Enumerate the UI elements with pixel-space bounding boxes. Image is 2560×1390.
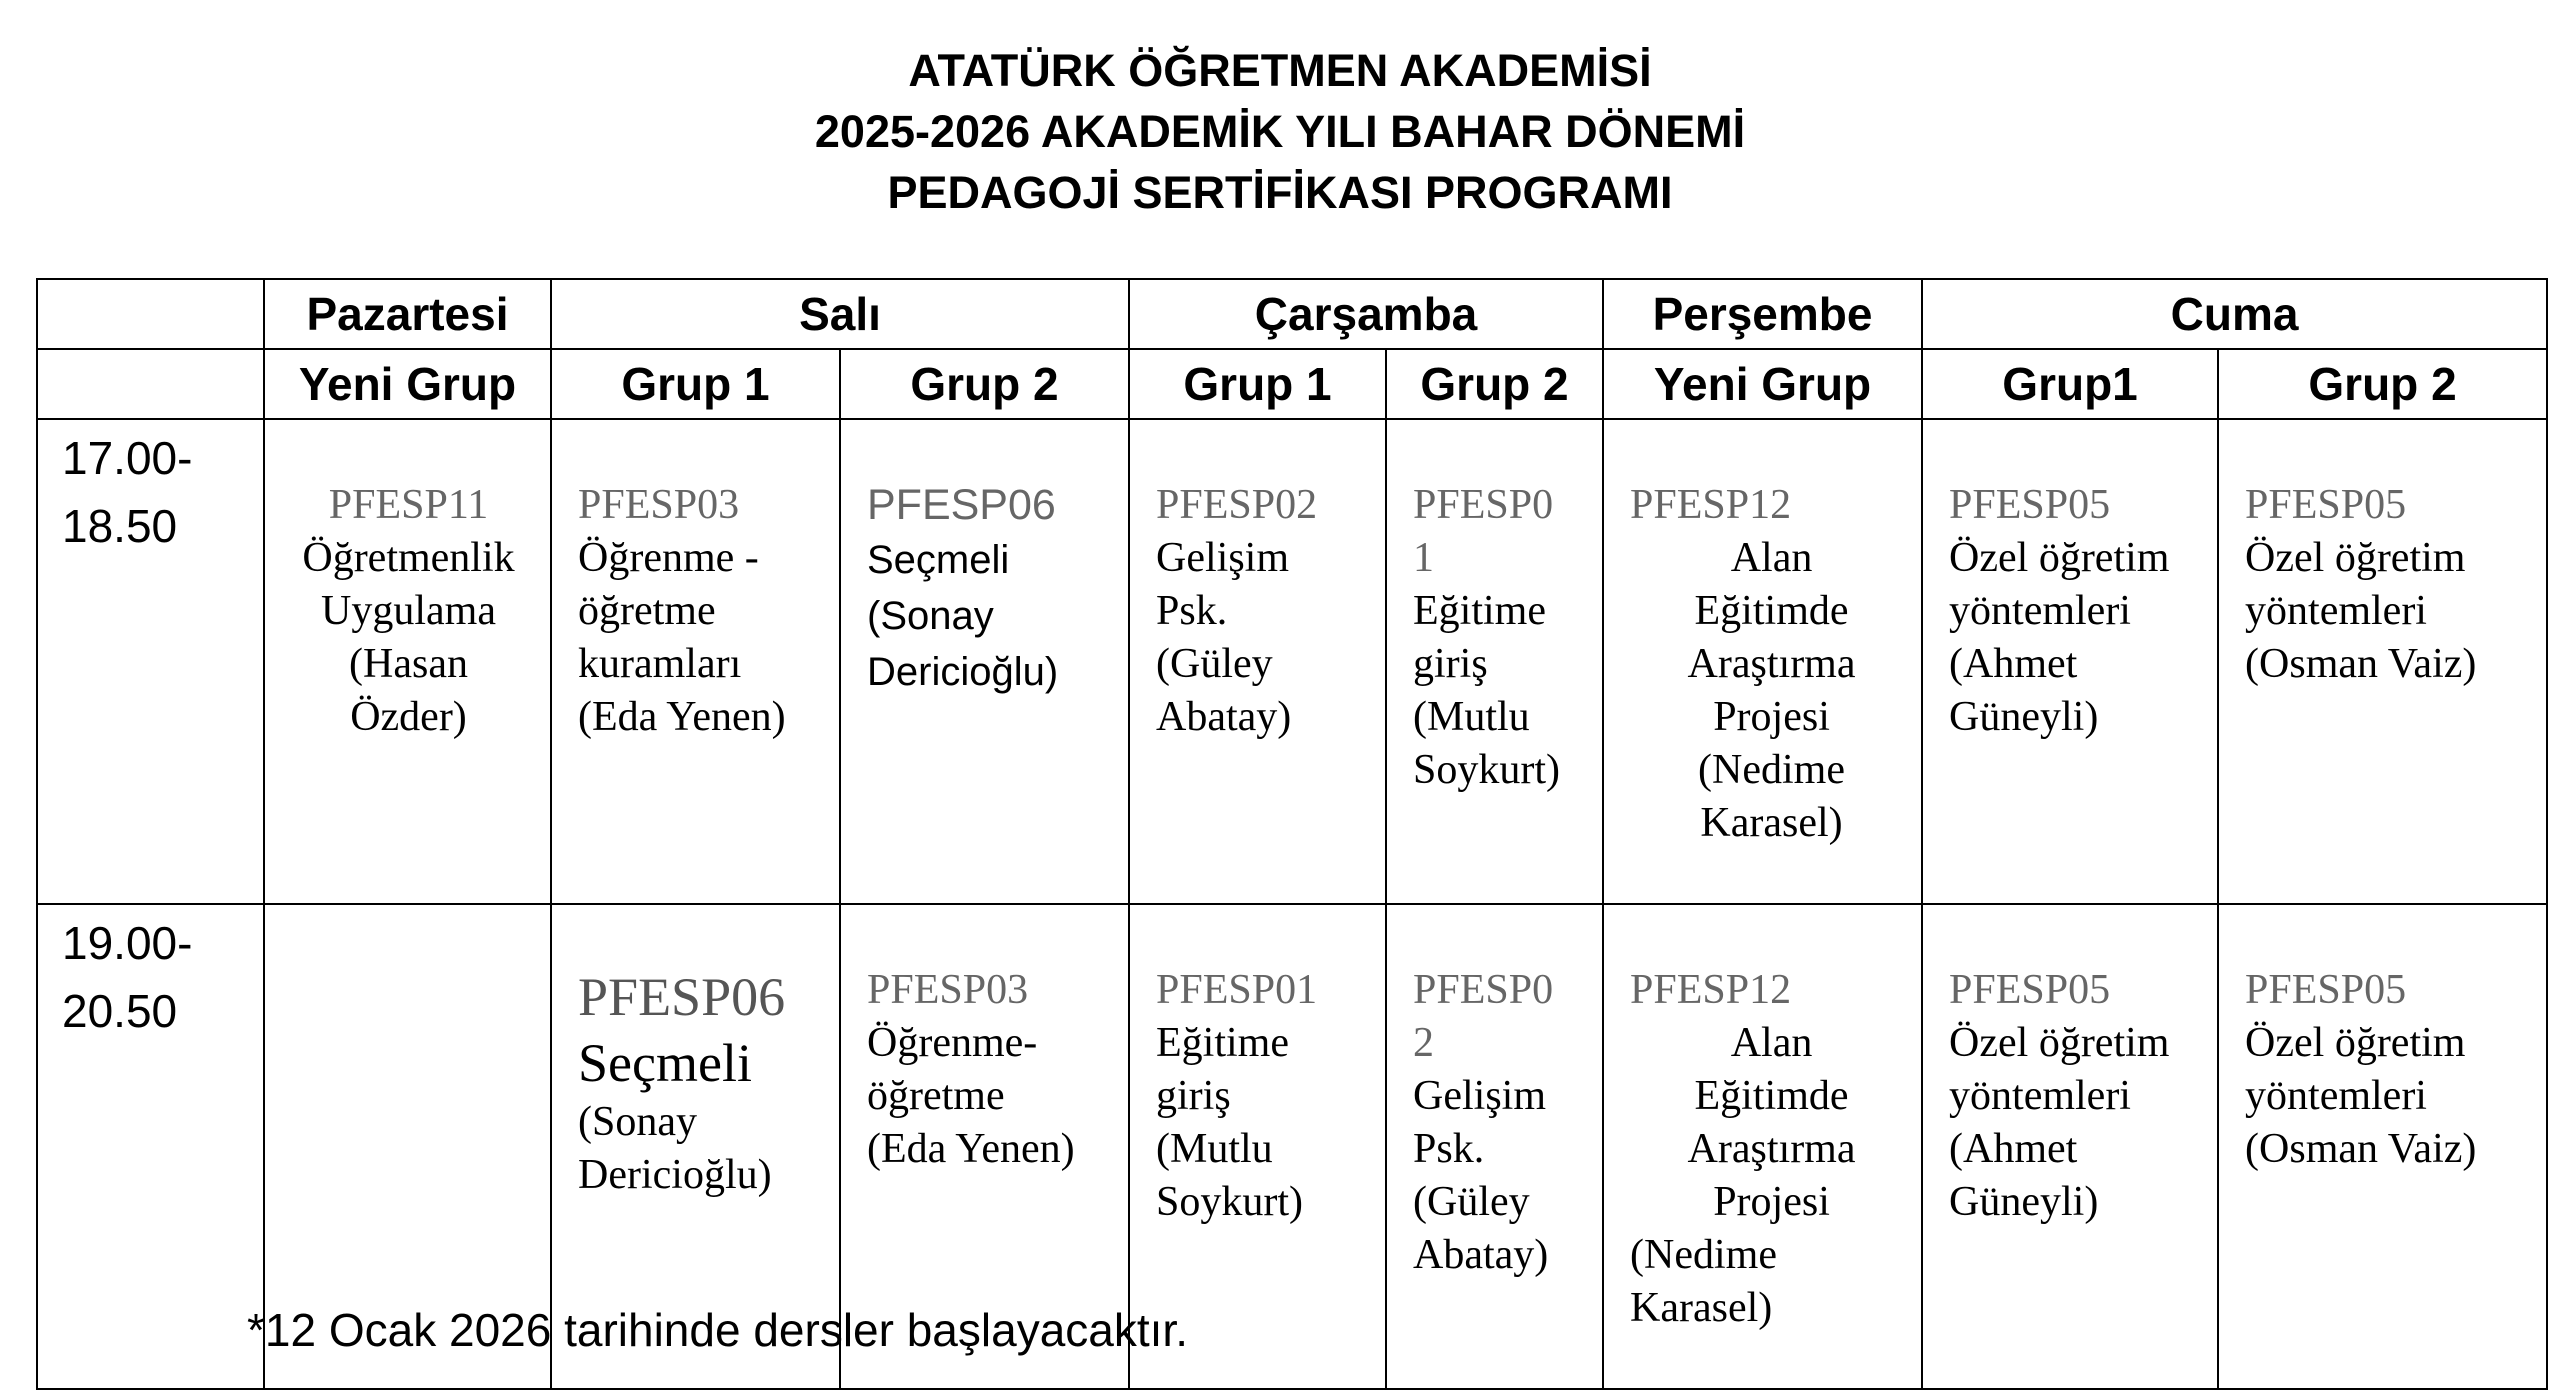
title-line-3: PEDAGOJİ SERTİFİKASI PROGRAMI [887, 167, 1673, 218]
course-details: (Sonay Dericioğlu) [578, 1099, 772, 1198]
group-header-row [37, 349, 2547, 419]
course-cell [840, 419, 1129, 904]
course-cell [1922, 904, 2218, 1389]
course-title: Seçmeli [578, 1033, 752, 1093]
course-details: Öğrenme - öğretme kuramları (Eda Yenen) [578, 535, 786, 740]
course-cell [551, 419, 840, 904]
course-cell [1922, 419, 2218, 904]
course-details: Alan Eğitimde Araştırma Projesi [1687, 1020, 1856, 1225]
day-friday: Cuma [1922, 279, 2547, 349]
corner-cell [37, 279, 264, 349]
course-code: PFESP12 [1630, 967, 1792, 1013]
group-wednesday-2: Grup 2 [1386, 349, 1603, 419]
course-code: PFESP06 [578, 967, 786, 1027]
group-friday-1: Grup1 [1922, 349, 2218, 419]
course-code: PFESP03 [578, 482, 740, 528]
course-cell [1603, 419, 1922, 904]
course-code: PFESP03 [867, 967, 1029, 1013]
course-cell [2218, 904, 2547, 1389]
day-tuesday: Salı [551, 279, 1129, 349]
schedule-table [36, 278, 2548, 1390]
course-cell [1386, 904, 1603, 1389]
course-code: PFESP0 2 [1413, 967, 1554, 1066]
day-monday: Pazartesi [264, 279, 551, 349]
course-details: Gelişim Psk. (Güley Abatay) [1156, 535, 1292, 740]
corner-cell [37, 349, 264, 419]
course-code: PFESP01 [1156, 967, 1318, 1013]
course-cell [2218, 419, 2547, 904]
day-wednesday: Çarşamba [1129, 279, 1603, 349]
course-details: Eğitime giriş (Mutlu Soykurt) [1413, 588, 1561, 793]
course-code: PFESP12 [1630, 482, 1792, 528]
course-code: PFESP05 [1949, 482, 2111, 528]
course-details: Özel öğretim yöntemleri (Ahmet Güneyli) [1949, 1020, 2170, 1225]
document-title [0, 40, 2560, 223]
time-slot: 19.00- 20.50 [37, 904, 264, 1389]
group-friday-2: Grup 2 [2218, 349, 2547, 419]
course-details: Özel öğretim yöntemleri (Osman Vaiz) [2245, 1020, 2477, 1172]
course-code: PFESP11 [328, 482, 489, 528]
course-code: PFESP05 [2245, 482, 2407, 528]
group-tuesday-1: Grup 1 [551, 349, 840, 419]
day-header-row [37, 279, 2547, 349]
course-details: Eğitime giriş (Mutlu Soykurt) [1156, 1020, 1304, 1225]
course-cell [1129, 419, 1386, 904]
group-thursday: Yeni Grup [1603, 349, 1922, 419]
time-slot-row [37, 419, 2547, 904]
course-details: Seçmeli (Sonay Dericioğlu) [867, 538, 1059, 694]
title-line-1: ATATÜRK ÖĞRETMEN AKADEMİSİ [908, 45, 1652, 96]
title-line-2: 2025-2026 AKADEMİK YILI BAHAR DÖNEMİ [814, 106, 1746, 157]
group-tuesday-2: Grup 2 [840, 349, 1129, 419]
course-cell [264, 419, 551, 904]
course-details: Öğrenme- öğretme (Eda Yenen) [867, 1020, 1075, 1172]
group-monday: Yeni Grup [264, 349, 551, 419]
course-details: Alan Eğitimde Araştırma Projesi (Nedime Karasel) [1687, 535, 1856, 846]
day-thursday: Perşembe [1603, 279, 1922, 349]
course-code: PFESP06 [867, 481, 1056, 529]
time-slot: 17.00- 18.50 [37, 419, 264, 904]
course-details: Özel öğretim yöntemleri (Ahmet Güneyli) [1949, 535, 2170, 740]
course-code: PFESP05 [1949, 967, 2111, 1013]
course-cell [1603, 904, 1922, 1389]
course-cell [1386, 419, 1603, 904]
course-code: PFESP05 [2245, 967, 2407, 1013]
footnote: *12 Ocak 2026 tarihinde dersler başlayacaktır. [247, 1304, 1188, 1356]
course-details: Özel öğretim yöntemleri (Osman Vaiz) [2245, 535, 2477, 687]
group-wednesday-1: Grup 1 [1129, 349, 1386, 419]
course-details: Gelişim Psk. (Güley Abatay) [1413, 1073, 1549, 1278]
course-details: Öğretmenlik Uygulama (Hasan Özder) [302, 535, 515, 740]
course-code: PFESP02 [1156, 482, 1318, 528]
course-code: PFESP0 1 [1413, 482, 1554, 581]
course-instructor: (Nedime Karasel) [1630, 1232, 1777, 1331]
